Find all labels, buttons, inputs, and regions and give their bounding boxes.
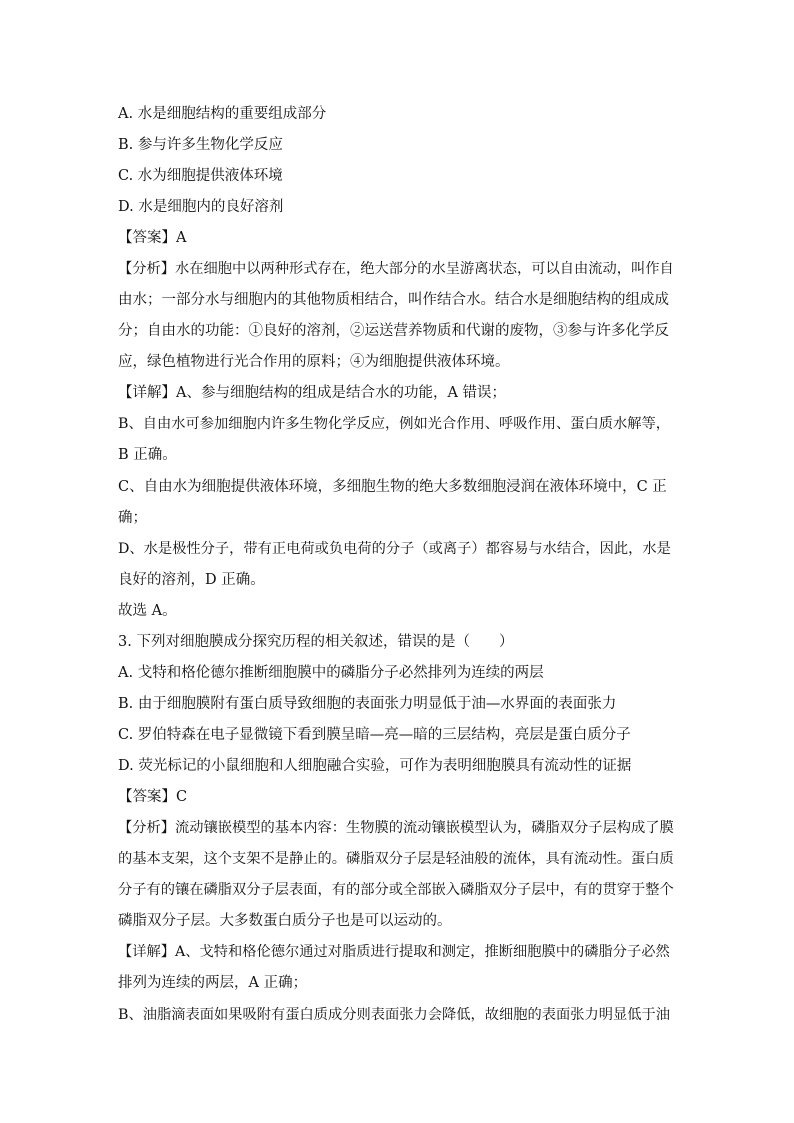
detail-line: C、自由水为细胞提供液体环境，多细胞生物的绝大多数细胞浸润在液体环境中，C 正 [118, 479, 667, 495]
option-d: D. 水是细胞内的良好溶剂 [118, 199, 284, 215]
detail-line: 确； [118, 510, 147, 526]
analysis-line: 分；自由水的功能：①良好的溶剂，②运送营养物质和代谢的废物，③参与许多化学反 [118, 323, 669, 339]
analysis-line: 应，绿色植物进行光合作用的原料；④为细胞提供液体环境。 [118, 354, 510, 370]
analysis-line: 【分析】水在细胞中以两种形式存在，绝大部分的水呈游离状态，可以自由流动，叫作自 [118, 261, 674, 277]
analysis-line: 磷脂双分子层。大多数蛋白质分子也是可以运动的。 [118, 913, 452, 929]
q3-option-c: C. 罗伯特森在电子显微镜下看到膜呈暗—亮—暗的三层结构，亮层是蛋白质分子 [118, 727, 631, 743]
conclusion-line: 故选 A。 [118, 603, 177, 619]
q3-option-b: B. 由于细胞膜附有蛋白质导致细胞的表面张力明显低于油—水界面的表面张力 [118, 696, 617, 712]
detail-line: 排列为连续的两层，A 正确； [118, 975, 308, 991]
detail-line: B、油脂滴表面如果吸附有蛋白质成分则表面张力会降低，故细胞的表面张力明显低于油 [118, 1007, 670, 1023]
analysis-line: 【分析】流动镶嵌模型的基本内容：生物膜的流动镶嵌模型认为，磷脂双分子层构成了膜 [118, 820, 674, 836]
detail-line: B 正确。 [118, 447, 177, 463]
answer-line: 【答案】C [118, 789, 188, 805]
detail-line: 【详解】A、戈特和格伦德尔通过对脂质进行提取和测定，推断细胞膜中的磷脂分子必然 [118, 944, 670, 960]
analysis-line: 由水；一部分水与细胞内的其他物质相结合，叫作结合水。结合水是细胞结构的组成成 [118, 292, 669, 308]
detail-line: D、水是极性分子，带有正电荷或负电荷的分子（或离子）都容易与水结合，因此，水是 [118, 541, 671, 557]
analysis-line: 的基本支架，这个支架不是静止的。磷脂双分子层是轻油般的流体，具有流动性。蛋白质 [118, 851, 674, 867]
detail-line: 【详解】A、参与细胞结构的组成是结合水的功能，A 错误； [118, 385, 507, 401]
detail-line: 良好的溶剂，D 正确。 [118, 572, 265, 588]
option-b: B. 参与许多生物化学反应 [118, 137, 283, 153]
option-a: A. 水是细胞结构的重要组成部分 [118, 106, 327, 122]
detail-line: B、自由水可参加细胞内许多生物化学反应，例如光合作用、呼吸作用、蛋白质水解等， [118, 416, 670, 432]
q3-option-d: D. 荧光标记的小鼠细胞和人细胞融合实验，可作为表明细胞膜具有流动性的证据 [118, 758, 632, 774]
analysis-line: 分子有的镶在磷脂双分子层表面，有的部分或全部嵌入磷脂双分子层中，有的贯穿于整个 [118, 882, 674, 898]
answer-line: 【答案】A [118, 230, 187, 246]
question-3-stem: 3. 下列对细胞膜成分探究历程的相关叙述，错误的是（ ） [118, 634, 514, 650]
q3-option-a: A. 戈特和格伦德尔推断细胞膜中的磷脂分子必然排列为连续的两层 [118, 665, 544, 681]
option-c: C. 水为细胞提供液体环境 [118, 168, 283, 184]
